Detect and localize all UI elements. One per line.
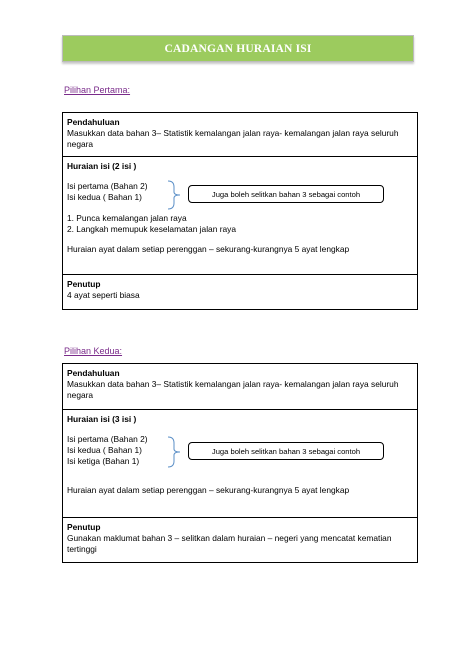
brace-icon (166, 180, 182, 210)
option2-isi-1: Isi pertama (Bahan 2) (67, 434, 148, 444)
option1-body-section (63, 157, 417, 275)
option2-note-box (188, 442, 384, 460)
option2-body-title: Huraian isi (3 isi ) (67, 414, 137, 424)
title-banner (62, 35, 414, 62)
option2-intro-title: Pendahuluan (67, 368, 120, 378)
option2-isi-2: Isi kedua ( Bahan 1) (67, 445, 142, 455)
option2-box (62, 363, 418, 563)
option1-closing-title: Penutup (67, 279, 101, 289)
option2-isi-3: Isi ketiga (Bahan 1) (67, 456, 140, 466)
option1-box (62, 112, 418, 310)
option1-body-title: Huraian isi (2 isi ) (67, 161, 137, 171)
page-title: CADANGAN HURAIAN ISI (164, 42, 312, 55)
option1-isi-1: Isi pertama (Bahan 2) (67, 181, 148, 191)
option2-note-text: Juga boleh selitkan bahan 3 sebagai contoh (211, 446, 361, 456)
option2-intro-text-1: Masukkan data bahan 3– Statistik kemalangan jalan raya- kemalangan jalan raya seluruh (67, 379, 399, 389)
option1-closing-text: 4 ayat seperti biasa (67, 290, 140, 300)
option1-note-text: Juga boleh selitkan bahan 3 sebagai contoh (211, 189, 361, 199)
brace-icon (166, 436, 182, 468)
option1-paragraph-note: Huraian ayat dalam setiap perenggan – sekurang-kurangnya 5 ayat lengkap (67, 244, 350, 254)
option1-heading: Pilihan Pertama: (64, 85, 131, 95)
option1-intro-text-1: Masukkan data bahan 3– Statistik kemalangan jalan raya- kemalangan jalan raya seluruh (67, 128, 399, 138)
option2-closing-text-1: Gunakan maklumat bahan 3 – selitkan dalam huraian – negeri yang mencatat kematian (67, 533, 392, 543)
option2-closing-section (63, 518, 417, 562)
option2-heading: Pilihan Kedua: (64, 346, 123, 356)
option1-point-1: 1. Punca kemalangan jalan raya (67, 213, 187, 223)
option1-intro-title: Pendahuluan (67, 117, 120, 127)
option1-closing-section (63, 275, 417, 309)
option2-closing-text-2: tertinggi (67, 544, 97, 554)
option1-point-2: 2. Langkah memupuk keselamatan jalan raya (67, 224, 236, 234)
option2-paragraph-note: Huraian ayat dalam setiap perenggan – sekurang-kurangnya 5 ayat lengkap (67, 485, 350, 495)
option2-closing-title: Penutup (67, 522, 101, 532)
option2-body-section (63, 410, 417, 518)
option1-intro-text-2: negara (67, 139, 94, 149)
option1-note-box (188, 185, 384, 203)
option1-intro-section (63, 113, 417, 157)
option1-isi-2: Isi kedua ( Bahan 1) (67, 192, 142, 202)
option2-intro-section (63, 364, 417, 410)
option2-intro-text-2: negara (67, 390, 94, 400)
